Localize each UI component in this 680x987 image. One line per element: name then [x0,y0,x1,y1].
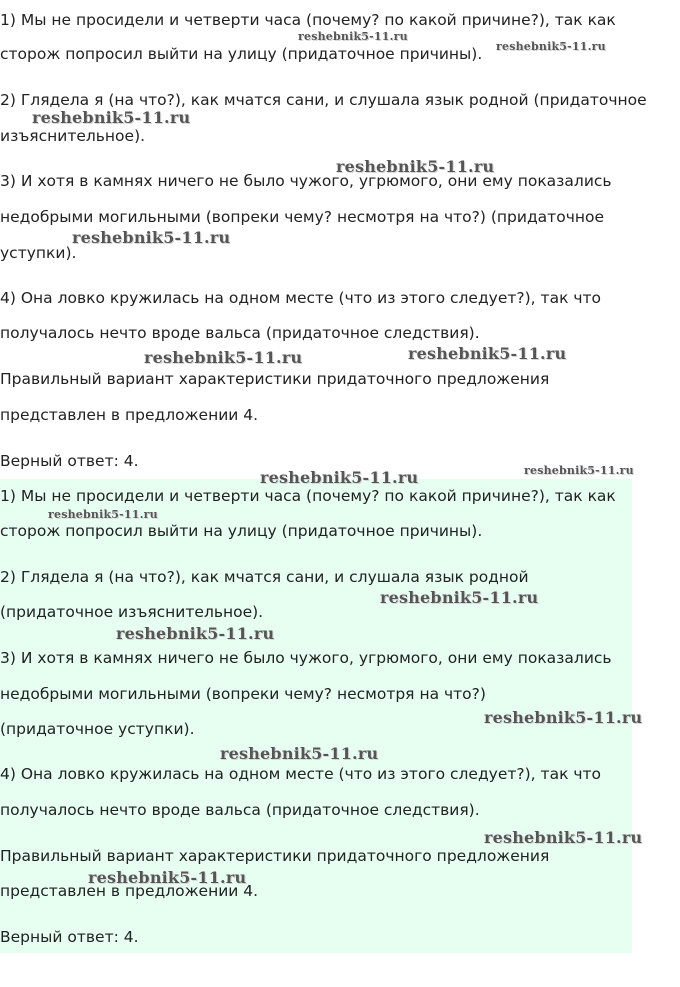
text-line: 4) Она ловко кружилась на одном месте (что из этого следует?), так что [0,289,602,307]
text-line: 3) И хотя в камнях ничего не было чужого, угрюмого, они ему показались [0,172,612,190]
watermark: reshebnik5-11.ru [260,468,419,487]
text-line: изъяснительное). [0,127,146,145]
text-line: (придаточное изъяснительное). [0,603,264,621]
text-line: сторож попросил выйти на улицу (придаточное причины). [0,522,483,540]
text-line: (придаточное уступки). [0,720,195,738]
watermark: reshebnik5-11.ru [484,828,643,847]
text-line: недобрыми могильными (вопреки чему? несмотря на что?) [0,685,486,703]
watermark: reshebnik5-11.ru [220,744,379,763]
answer-line: Верный ответ: 4. [0,928,139,946]
watermark: reshebnik5-11.ru [72,228,231,247]
answer-line: Верный ответ: 4. [0,452,139,470]
text-line: уступки). [0,244,77,262]
text-line: Правильный вариант характеристики придаточного предложения [0,847,550,865]
text-line: 1) Мы не просидели и четверти часа (почему? по какой причине?), так как [0,11,616,29]
watermark: reshebnik5-11.ru [298,30,408,43]
watermark: reshebnik5-11.ru [496,40,606,53]
watermark: reshebnik5-11.ru [32,108,191,127]
text-line: 2) Глядела я (на что?), как мчатся сани, и слушала язык родной [0,568,529,586]
watermark: reshebnik5-11.ru [116,624,275,643]
watermark: reshebnik5-11.ru [336,157,495,176]
text-line: сторож попросил выйти на улицу (придаточное причины). [0,45,483,63]
watermark: reshebnik5-11.ru [408,344,567,363]
text-line: 1) Мы не просидели и четверти часа (почему? по какой причине?), так как [0,487,616,505]
text-line: 4) Она ловко кружилась на одном месте (что из этого следует?), так что [0,765,602,783]
watermark: reshebnik5-11.ru [484,708,643,727]
watermark: reshebnik5-11.ru [144,348,303,367]
text-line: представлен в предложении 4. [0,882,259,900]
watermark: reshebnik5-11.ru [524,464,634,477]
text-line: представлен в предложении 4. [0,406,259,424]
text-line: Правильный вариант характеристики придаточного предложения [0,370,550,388]
text-line: 3) И хотя в камнях ничего не было чужого, угрюмого, они ему показались [0,649,612,667]
text-line: получалось нечто вроде вальса (придаточное следствия). [0,324,480,342]
text-line: 2) Глядела я (на что?), как мчатся сани, и слушала язык родной (придаточное [0,91,647,109]
watermark: reshebnik5-11.ru [88,868,247,887]
watermark: reshebnik5-11.ru [380,588,539,607]
text-line: недобрыми могильными (вопреки чему? несмотря на что?) (придаточное [0,208,605,226]
watermark: reshebnik5-11.ru [48,508,158,521]
text-line: получалось нечто вроде вальса (придаточное следствия). [0,801,480,819]
